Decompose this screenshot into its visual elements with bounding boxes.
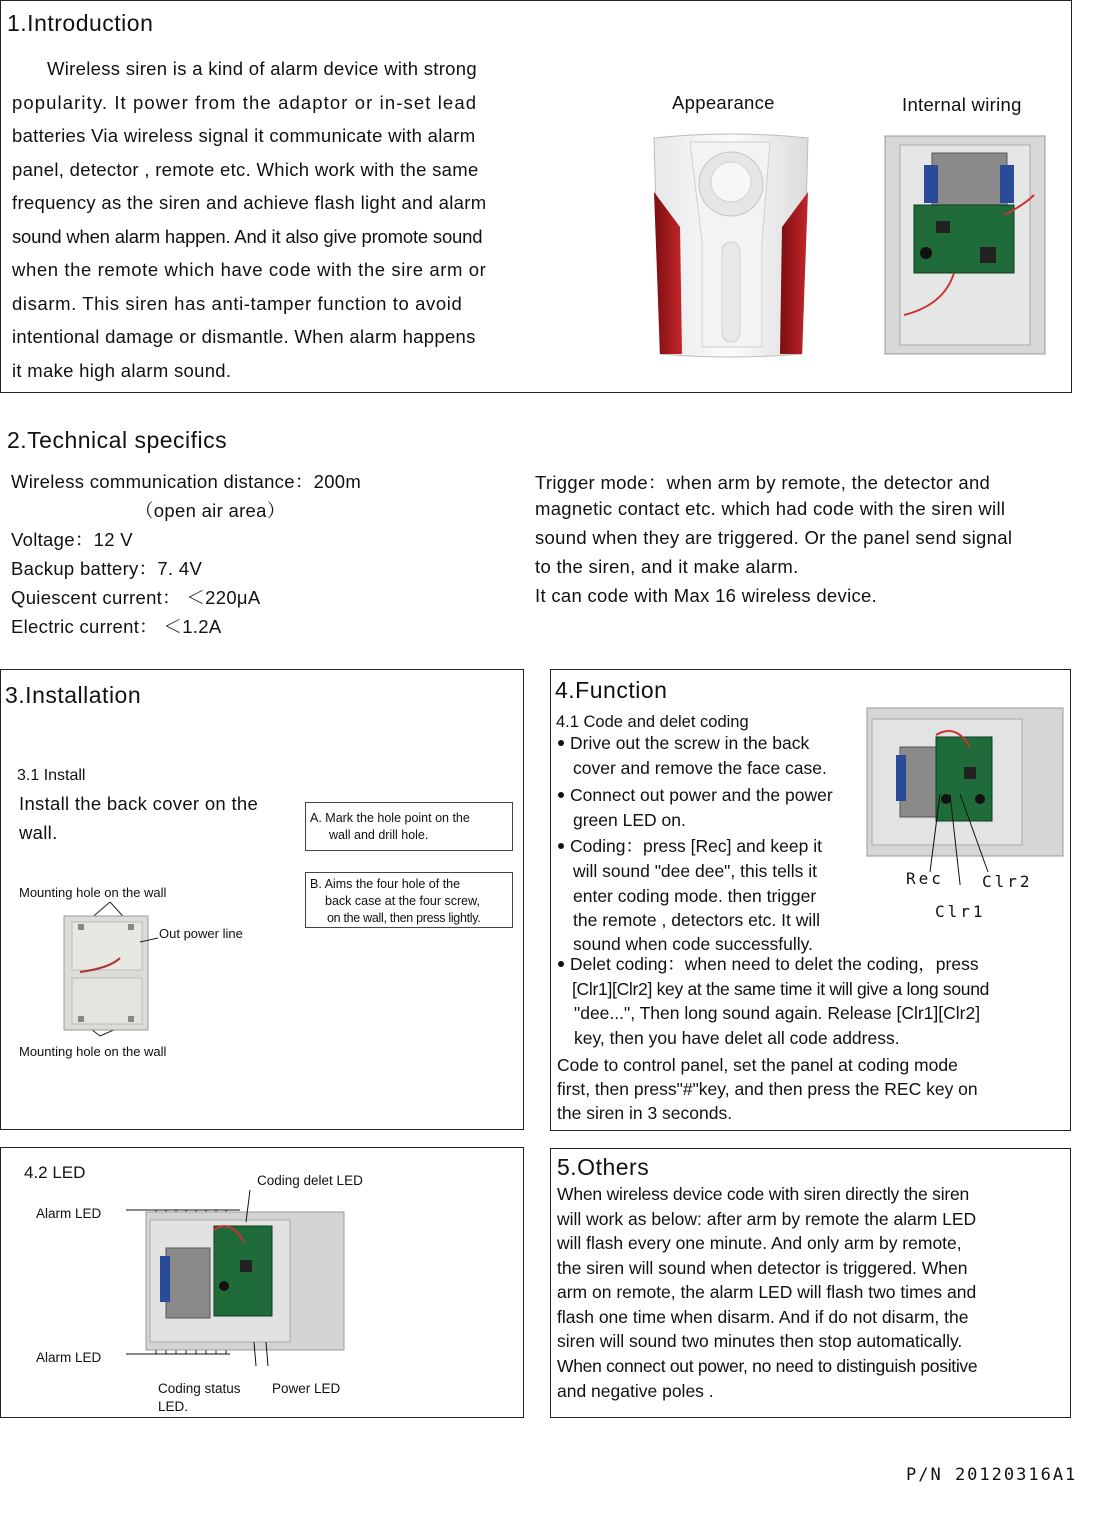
others-line: flash one time when disarm. And if do not disarm, the	[557, 1307, 969, 1327]
trigger-line: sound when they are triggered. Or the panel send signal	[535, 527, 1013, 548]
bullet-line: [Clr1][Clr2] key at the same time it will give a long sound	[572, 979, 990, 999]
intro-line: when the remote which have code with the sire arm or	[12, 259, 487, 280]
bullet-dot-icon	[558, 740, 564, 746]
spec-backup: Backup battery：7. 4V	[11, 558, 203, 579]
others-line: and negative poles .	[557, 1381, 714, 1401]
coding-delet-led-label: Coding delet LED	[257, 1173, 363, 1188]
bullet-line: key, then you have delet all code address.	[574, 1028, 900, 1048]
intro-heading: 1.Introduction	[7, 10, 154, 36]
function-heading: 4.Function	[555, 677, 668, 703]
others-line: arm on remote, the alarm LED will flash two times and	[557, 1282, 977, 1302]
clr1-label: Clr1	[935, 902, 986, 921]
install-text-line: Install the back cover on the	[19, 793, 259, 814]
panel-line: first, then press"#"key, and then press the REC key on	[557, 1079, 978, 1099]
trigger-line: Trigger mode：when arm by remote, the detector and	[535, 472, 991, 493]
spec-electric: Electric current： ＜1.2A	[11, 616, 222, 637]
intro-line: intentional damage or dismantle. When alarm happens	[12, 326, 476, 347]
panel-line: Code to control panel, set the panel at coding mode	[557, 1055, 958, 1075]
bullet-dot-icon	[558, 792, 564, 798]
alarm-led-top-label: Alarm LED	[36, 1206, 102, 1221]
install-text-line: wall.	[19, 822, 58, 843]
bullet-dot-icon	[558, 961, 564, 967]
intro-line: panel, detector , remote etc. Which work with the same	[12, 159, 479, 180]
bullet-line: "dee...", Then long sound again. Release [Clr1][Clr2]	[574, 1003, 981, 1023]
step-b-line: back case at the four screw,	[325, 894, 480, 908]
spec-voltage: Voltage：12 V	[11, 529, 133, 550]
bullet-line: enter coding mode. then trigger	[573, 886, 817, 906]
trigger-line: magnetic contact etc. which had code with the siren will	[535, 498, 1006, 519]
out-power-line-label: Out power line	[159, 926, 243, 941]
bullet-line: cover and remove the face case.	[573, 758, 827, 778]
internal-wiring-image	[884, 135, 1046, 355]
bullet-line: the remote , detectors etc. It will	[573, 910, 821, 930]
power-led-label: Power LED	[272, 1381, 341, 1396]
mounting-hole-top-label: Mounting hole on the wall	[19, 885, 167, 900]
part-number: P/N 20120316A1	[906, 1465, 1078, 1485]
rec-label: Rec	[906, 869, 944, 888]
bullet-line: will sound "dee dee", this tells it	[573, 861, 817, 881]
others-line: siren will sound two minutes then stop automatically.	[557, 1331, 963, 1351]
coding-status-led-label: Coding status LED.	[158, 1381, 241, 1414]
installation-heading: 3.Installation	[5, 682, 142, 708]
intro-line: it make high alarm sound.	[12, 360, 232, 381]
intro-line: Wireless siren is a kind of alarm device with strong	[47, 58, 477, 79]
intro-line: sound when alarm happen. And it also give promote sound	[12, 226, 483, 247]
intro-line: frequency as the siren and achieve flash light and alarm	[12, 192, 487, 213]
bullet-line: Connect out power and the power	[556, 783, 833, 808]
intro-line: popularity. It power from the adaptor or in-set lead	[12, 92, 478, 113]
others-line: the siren will sound when detector is triggered. When	[557, 1258, 968, 1278]
back-cover-image	[60, 898, 160, 1038]
function-subheading: 4.1 Code and delet coding	[556, 713, 749, 731]
spec-open-air: （open air area）	[135, 500, 286, 521]
led-board-image	[120, 1190, 346, 1370]
others-line: When wireless device code with siren directly the siren	[557, 1184, 970, 1204]
bullet-line: sound when code successfully.	[573, 934, 813, 954]
install-subheading: 3.1 Install	[17, 767, 86, 784]
internal-wiring-label: Internal wiring	[902, 94, 1022, 115]
others-line: will work as below: after arm by remote the alarm LED	[557, 1209, 977, 1229]
intro-line: batteries Via wireless signal it communicate with alarm	[12, 125, 476, 146]
mounting-hole-bottom-label: Mounting hole on the wall	[19, 1044, 167, 1059]
spec-distance: Wireless communication distance：200m	[11, 471, 362, 492]
panel-line: the siren in 3 seconds.	[557, 1103, 733, 1123]
appearance-label: Appearance	[672, 92, 775, 113]
step-a-line: wall and drill hole.	[329, 828, 429, 842]
led-subheading: 4.2 LED	[24, 1163, 86, 1182]
alarm-led-bottom-label: Alarm LED	[36, 1350, 102, 1365]
spec-quiescent: Quiescent current： ＜220μA	[11, 587, 261, 608]
tech-heading: 2.Technical specifics	[7, 427, 228, 453]
trigger-line: to the siren, and it make alarm.	[535, 556, 799, 577]
siren-appearance-image	[650, 132, 812, 360]
step-a-line: A. Mark the hole point on the	[310, 811, 470, 825]
bullet-line: Coding：press [Rec] and keep it	[556, 834, 822, 859]
bullet-line: Delet coding：when need to delet the coding，press	[556, 952, 979, 977]
bullet-dot-icon	[558, 843, 564, 849]
bullet-line: green LED on.	[573, 810, 686, 830]
others-line: When connect out power, no need to distinguish positive	[557, 1356, 978, 1376]
clr2-label: Clr2	[982, 872, 1033, 891]
step-b-line: on the wall, then press lightly.	[327, 911, 481, 925]
bullet-line: Drive out the screw in the back	[556, 731, 809, 756]
intro-line: disarm. This siren has anti-tamper function to avoid	[12, 293, 463, 314]
step-b-line: B. Aims the four hole of the	[310, 877, 461, 891]
others-heading: 5.Others	[557, 1154, 650, 1180]
trigger-line: It can code with Max 16 wireless device.	[535, 585, 878, 606]
others-line: will flash every one minute. And only arm by remote,	[557, 1233, 962, 1253]
